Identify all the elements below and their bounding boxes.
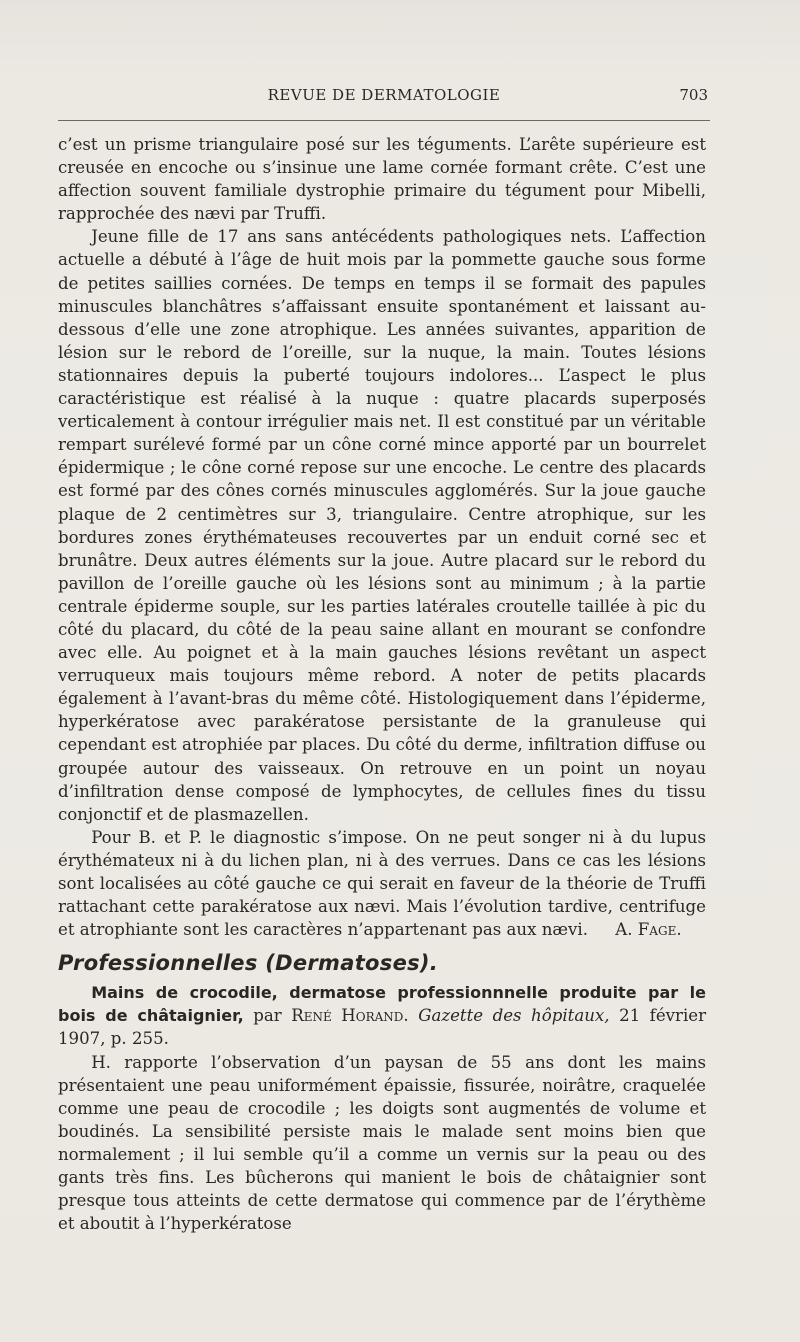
running-header [60, 86, 708, 112]
journal-title: REVUE DE DERMATOLOGIE [267, 86, 501, 104]
article-author: René Horand. [291, 1006, 409, 1026]
author-signature: A. Fage. [615, 920, 682, 940]
paragraph: Jeune fille de 17 ans sans antécédents pathologiques nets. L’affection actuelle a débuté à l’âge de huit mois par la pommette gauche sous forme de petites saillies cornées. De temps en temps il se formait des papules minuscules blanchâtres s’affaissant ensuite spontanément et laissant au-dessous d’elle une zone atrophique. Les années suivantes, apparition de lésion sur le rebord de l’oreille, sur la nuque, la main. Toutes lésions stationnaires depuis la puberté toujours indolores... L’aspect le plus caractéristique est réalisé à la nuque : quatre placards superposés verticalement à contour irrégulier mais net. Il est constitué par un véritable rempart surélevé formé par un cône corné mince apporté par un bourrelet épidermique ; le cône corné repose sur une encoche. Le centre des placards est formé par des cônes cornés minuscules agglomérés. Sur la joue gauche plaque de 2 centimètres sur 3, triangulaire. Centre atrophique, sur les bordures zones érythémateuses recouvertes par un enduit corné sec et brunâtre. Deux autres éléments sur la joue. Autre placard sur le rebord du pavillon de l’oreille gauche où les lésions sont au minimum ; à la partie centrale épiderme souple, sur les parties latérales croutelle taillée à pic du côté du placard, du côté de la peau saine allant en mourant se confondre avec elle. Au poignet et à la main gauches lésions revêtant un aspect verruqueux mais toujours même rebord. A noter de petits placards également à l’avant-bras du même côté. Histologiquement dans l’épiderme, hyperkératose avec parakératose persistante de la granuleuse qui cependant est atrophiée par places. Du côté du derme, infiltration diffuse ou groupée autour des vaisseaux. On retrouve en un point un noyau d’infiltration dense composé de lymphocytes, de cellules fines du tissu conjonctif et de plasmazellen. [58, 227, 706, 824]
page-number: 703 [679, 86, 708, 104]
article-heading [58, 981, 706, 1050]
article-by: par [253, 1006, 282, 1026]
section-heading: Professionnelles (Dermatoses). [58, 951, 439, 976]
paragraph: c’est un prisme triangulaire posé sur les téguments. L’arête supérieure est creusée en encoche ou s’insinue une lame cornée formant crête. C’est une affection souvent familiale dystrophie primaire du tégument pour Mibelli, rapprochée des nævi par Truffi. [58, 135, 706, 224]
body-text [58, 133, 706, 1235]
paragraph-text: Pour B. et P. le diagnostic s’impose. On ne peut songer ni à du lupus érythémateux ni à du lichen plan, ni à des verrues. Dans ce cas les lésions sont localisées au côté gauche ce qui serait en faveur de la théorie de Truffi rattachant cette parakératose aux nævi. Mais l’évolution tardive, centrifuge et atrophiante sont les caractères n’appartenant pas aux nævi. [58, 827, 706, 940]
paragraph [58, 826, 706, 941]
paragraph: H. rapporte l’observation d’un paysan de 55 ans dont les mains présentaient une peau uniformément épaissie, fissurée, noirâtre, craquelée comme une peau de crocodile ; les doigts sont augmentés de volume et boudinés. La sensibilité persiste mais le malade sent moins bien que normalement ; il lui semble qu’il a comme un vernis sur la peau ou des gants très fins. Les bûcherons qui manient le bois de châtaignier sont presque tous atteints de cette dermatose qui commence par de l’érythème et aboutit à l’hyperkératose [58, 1052, 706, 1234]
article-journal: Gazette des hôpitaux, [418, 1006, 610, 1026]
article-title: Mains de crocodile, dermatose professionnnelle produite par le bois de châtaignier, [58, 983, 706, 1026]
article-date: 21 février 1907, p. 255. [58, 1006, 707, 1049]
header-rule [58, 120, 710, 121]
